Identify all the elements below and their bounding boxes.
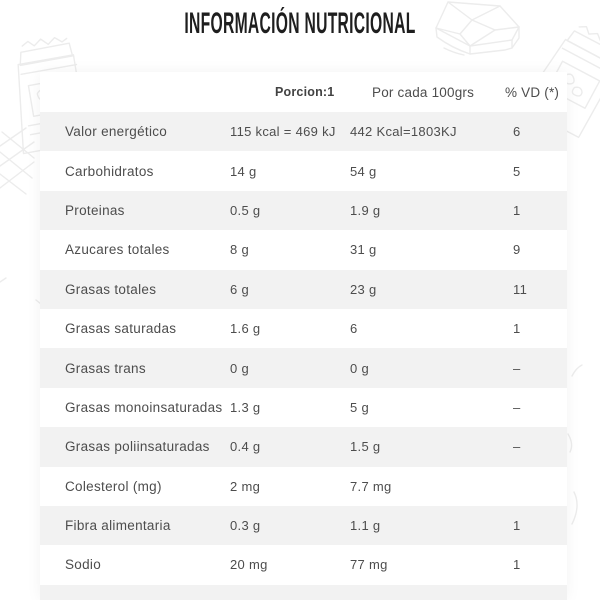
cell-per100: 7.7 mg [350,478,392,494]
cell-label: Proteinas [65,202,125,218]
cell-portion: 0.5 g [230,202,261,218]
table-header-row [40,72,567,112]
cell-per100: 1.9 g [350,202,381,218]
cell-vd: 6 [513,124,521,140]
cell-per100: 0 g [350,360,369,376]
cell-vd: 11 [513,281,528,297]
cell-label: Fibra alimentaria [65,518,171,534]
cell-per100: 1.1 g [350,518,381,534]
cell-vd: – [513,399,521,415]
cell-label: Valor energético [65,124,168,140]
cell-vd: – [513,439,521,455]
cell-per100: 442 Kcal=1803KJ [350,124,457,140]
cell-vd: 5 [513,163,521,179]
cell-portion: 1.6 g [230,321,261,337]
cell-portion: 20 mg [230,557,268,573]
cell-vd: 1 [513,202,521,218]
cell-portion: 0 g [230,360,249,376]
table-row [40,112,567,151]
header-portion: Porcion:1 [275,85,335,99]
cell-label: Sodio [65,557,102,573]
table-row [40,191,567,230]
table-row [40,388,567,427]
table-row [40,230,567,269]
cell-label: Grasas totales [65,281,157,297]
cell-per100: 6 [350,321,358,337]
cell-per100: 54 g [350,163,377,179]
cell-per100: 31 g [350,242,377,258]
cell-per100: 23 g [350,281,377,297]
cell-label: Grasas trans [65,360,146,376]
cell-portion: 8 g [230,242,249,258]
cell-portion: 6 g [230,281,249,297]
cell-portion: 14 g [230,163,257,179]
cell-label: Grasas poliinsaturadas [65,439,210,455]
cell-portion: 115 kcal = 469 kJ [230,124,336,140]
cell-label: Azucares totales [65,242,170,258]
table-row [40,270,567,309]
table-row [40,348,567,387]
cell-portion: 0.4 g [230,439,261,455]
table-row [40,506,567,545]
nutrition-table-body [40,112,567,585]
cell-vd: 9 [513,242,521,258]
table-row [40,151,567,190]
nutrition-table [40,72,567,600]
header-per-100g: Por cada 100grs [372,84,475,100]
cell-label: Grasas saturadas [65,321,177,337]
table-row [40,309,567,348]
table-row [40,545,567,584]
cell-vd: 1 [513,518,521,534]
cell-portion: 2 mg [230,478,261,494]
cell-label: Grasas monoinsaturadas [65,399,223,415]
cell-vd: 1 [513,557,521,573]
table-row [40,467,567,506]
page-title: INFORMACIÓN NUTRICIONAL [184,7,416,40]
cell-vd: 1 [513,321,521,337]
table-row [40,427,567,466]
cell-per100: 5 g [350,399,369,415]
cell-portion: 0.3 g [230,518,261,534]
cell-label: Carbohidratos [65,163,154,179]
header-percent-vd: % VD (*) [505,84,560,100]
cell-label: Colesterol (mg) [65,478,162,494]
cell-per100: 77 mg [350,557,388,573]
lattice-sketch-left-icon [0,128,34,194]
cell-portion: 1.3 g [230,399,261,415]
cell-vd: – [513,360,521,376]
cell-per100: 1.5 g [350,439,381,455]
table-bottom-strip [40,585,567,600]
